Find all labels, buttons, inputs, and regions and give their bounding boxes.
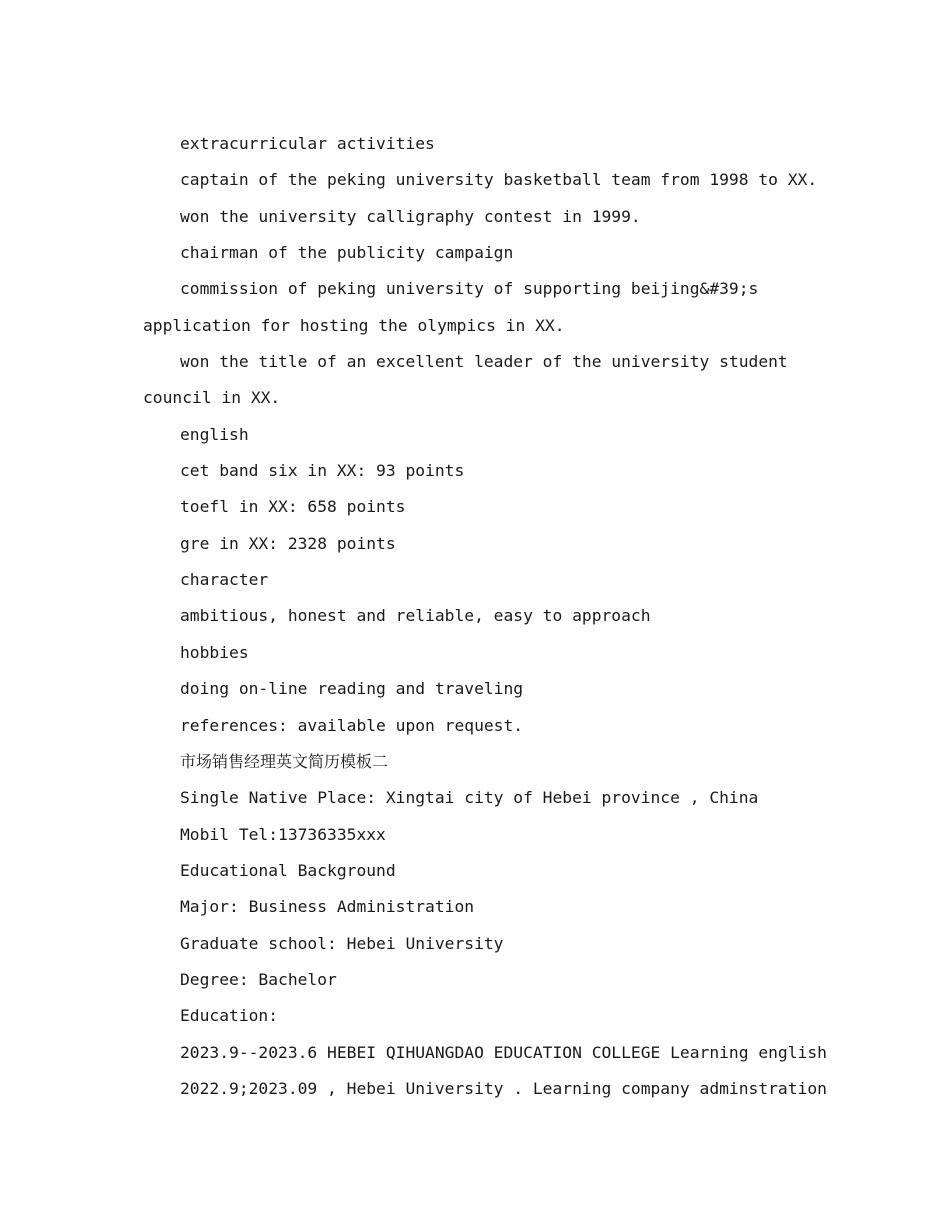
paragraph-line: Degree: Bachelor	[180, 969, 337, 989]
paragraph-line: Single Native Place: Xingtai city of Hebei province , China	[180, 788, 759, 808]
paragraph-line: Education:	[180, 1006, 279, 1026]
paragraph-line: won the university calligraphy contest in 1999.	[180, 206, 641, 226]
paragraph-line: chairman of the publicity campaign	[180, 243, 514, 263]
paragraph-line: Graduate school: Hebei University	[180, 933, 504, 953]
paragraph-line: Major: Business Administration	[180, 897, 475, 917]
paragraph-line: won the title of an excellent leader of the university student council in XX.	[143, 352, 788, 408]
section-heading-english: english	[180, 424, 249, 444]
section-heading-education-background: Educational Background	[180, 860, 396, 880]
paragraph-line: references: available upon request.	[180, 715, 524, 735]
template-title: 市场销售经理英文简历模板二	[180, 751, 389, 771]
paragraph-line: doing on-line reading and traveling	[180, 679, 524, 699]
paragraph-line: cet band six in XX: 93 points	[180, 461, 465, 481]
paragraph-line: Mobil Tel:13736335xxx	[180, 824, 386, 844]
section-heading-hobbies: hobbies	[180, 642, 249, 662]
paragraph-line: 2023.9--2023.6 HEBEI QIHUANGDAO EDUCATION COLLEGE Learning english	[180, 1042, 827, 1062]
paragraph-line: toefl in XX: 658 points	[180, 497, 406, 517]
paragraph-line: ambitious, honest and reliable, easy to approach	[180, 606, 651, 626]
paragraph-line: gre in XX: 2328 points	[180, 533, 396, 553]
section-heading-extracurricular: extracurricular activities	[180, 134, 435, 153]
document-body	[143, 126, 827, 1107]
section-heading-character: character	[180, 570, 269, 590]
paragraph-line: commission of peking university of supporting beijing&#39;s application for hosting the olympics in XX.	[143, 279, 759, 335]
paragraph-line: 2022.9;2023.09 , Hebei University . Learning company adminstration	[180, 1078, 827, 1098]
paragraph-line: captain of the peking university basketball team from 1998 to XX.	[180, 170, 818, 190]
